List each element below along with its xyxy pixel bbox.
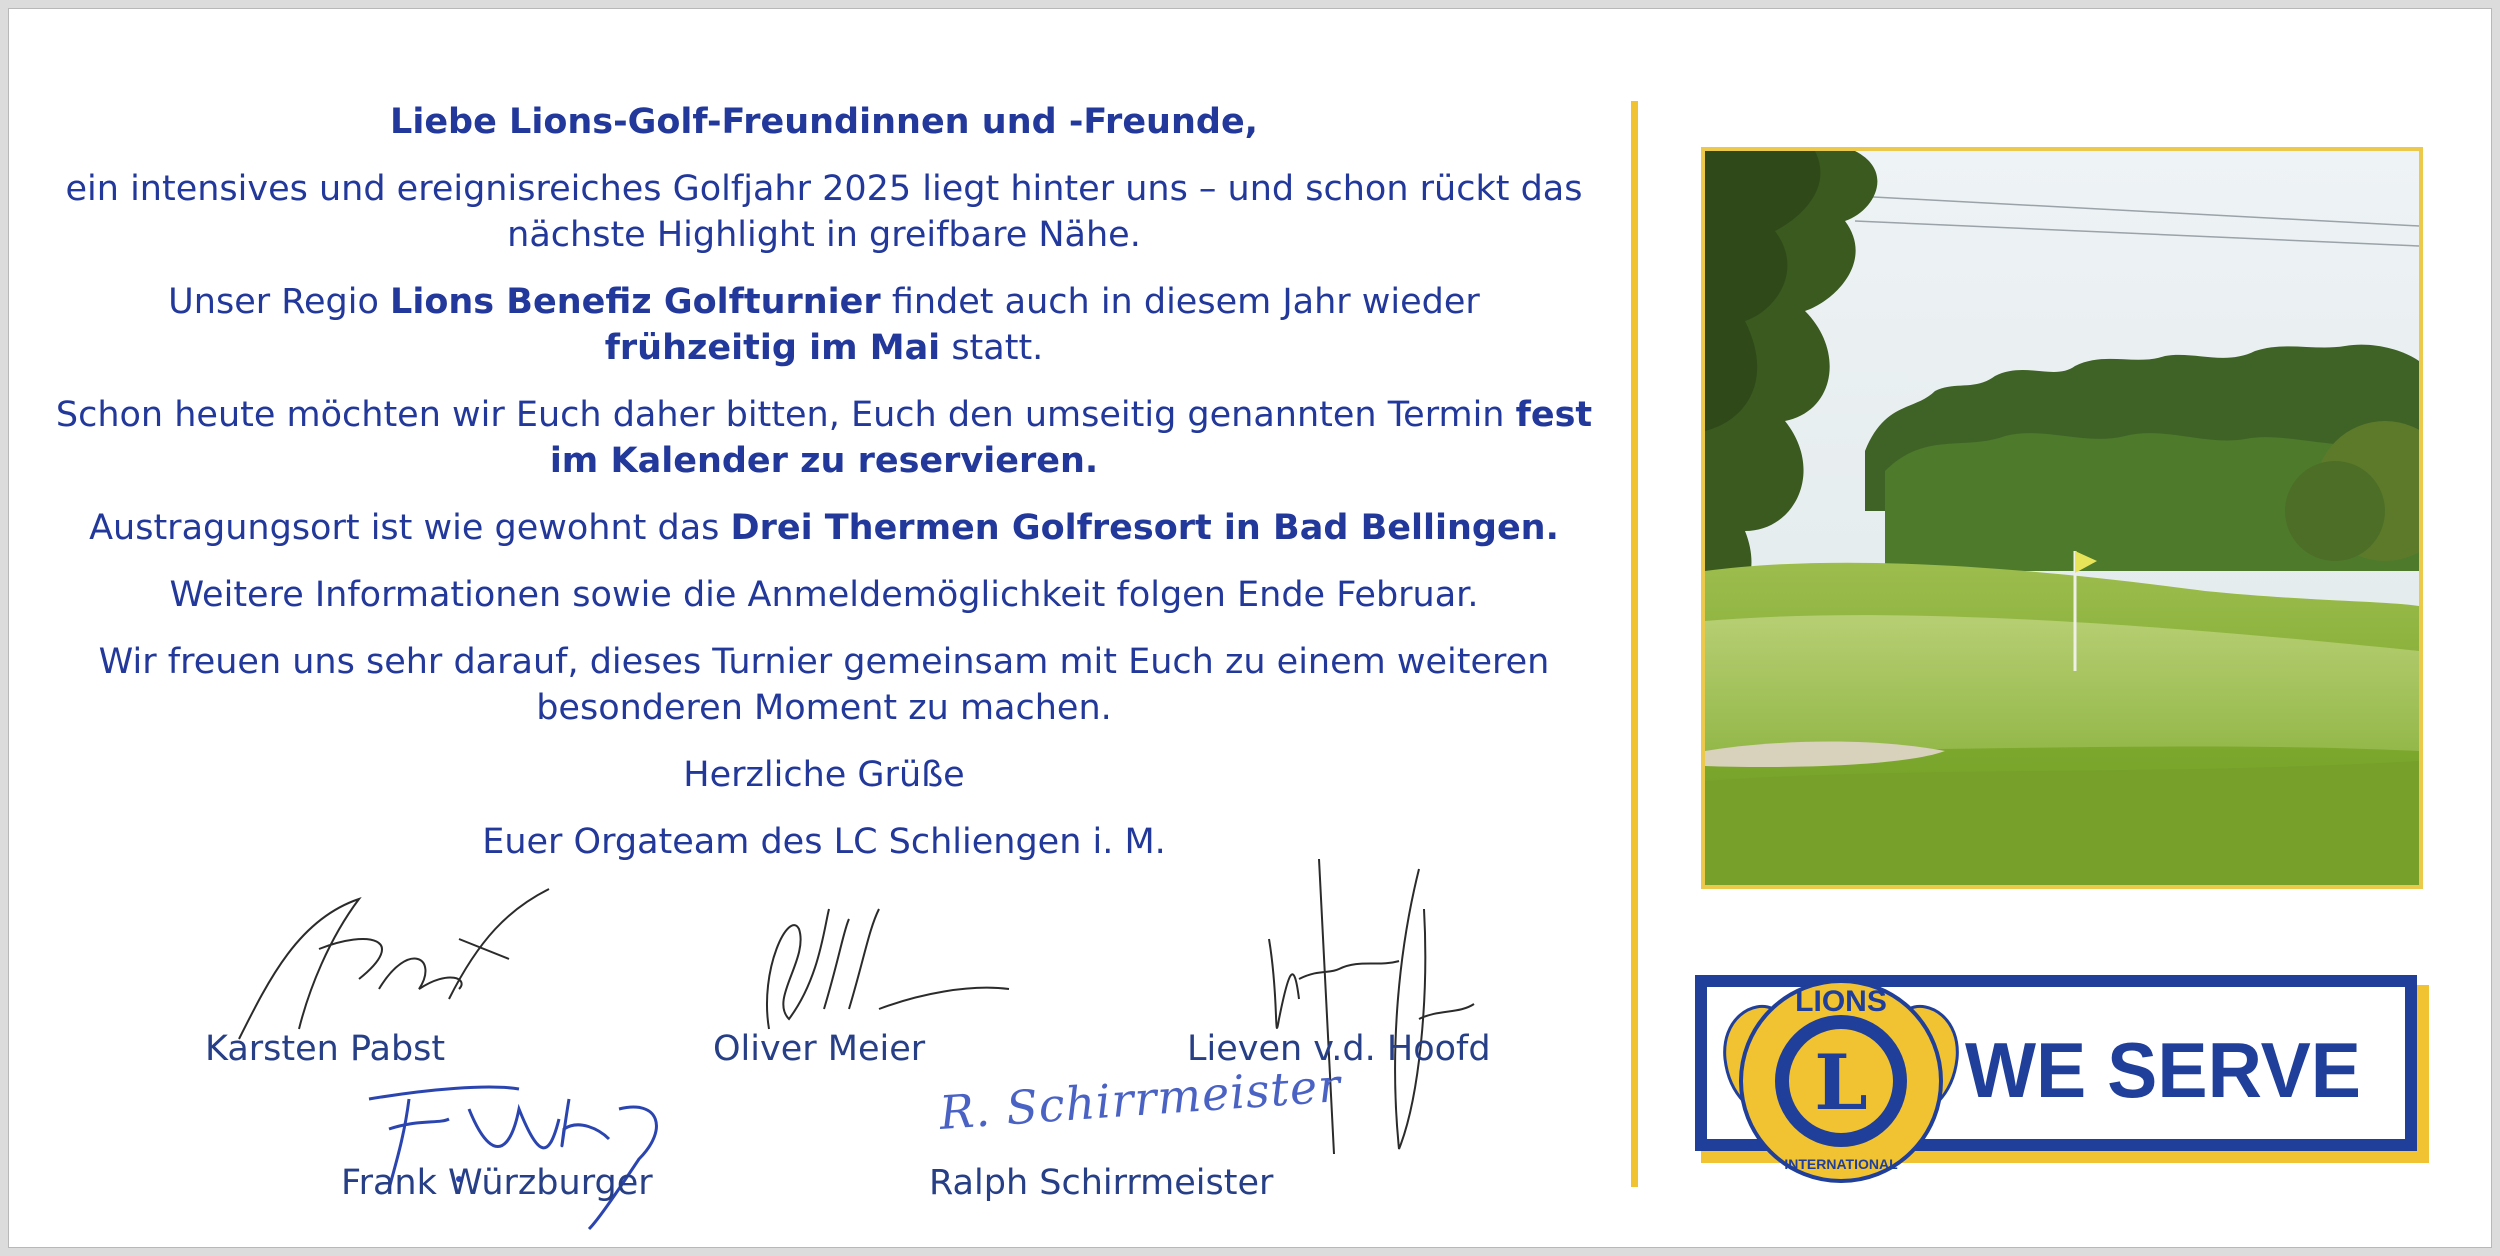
paragraph-reserve: Schon heute möchten wir Euch daher bitten, Euch den umseitig genannten Termin fest im Kalender zu reservieren. [55, 395, 1593, 481]
signature-pabst [209, 879, 569, 1049]
golf-course-photo [1701, 147, 2423, 889]
name-karsten-pabst: Karsten Pabst [205, 1029, 446, 1069]
closing: Herzliche Grüße [683, 755, 965, 795]
invitation-card [8, 8, 2492, 1248]
paragraph-intro: ein intensives und ereignisreiches Golfjahr 2025 liegt hinter uns – und schon rückt das nächste Highlight in greifbare Nähe. [65, 169, 1583, 255]
name-frank-wuerzburger: Frank Würzburger [341, 1163, 653, 1203]
emblem-letter: L [1814, 1038, 1868, 1127]
paragraph-info: Weitere Informationen sowie die Anmeldemöglichkeit folgen Ende Februar. [169, 575, 1479, 615]
paragraph-venue: Austragungsort ist wie gewohnt das Drei Thermen Golfresort in Bad Bellingen. [89, 508, 1559, 548]
paragraph-joy: Wir freuen uns sehr darauf, dieses Turnier gemeinsam mit Euch zu einem weiteren besonderen Moment zu machen. [98, 642, 1550, 728]
team-signoff: Euer Orgateam des LC Schliengen i. M. [482, 822, 1166, 862]
signature-meier [729, 889, 1029, 1039]
emblem-bottom-text: INTERNATIONAL [1784, 1156, 1898, 1172]
name-ralph-schirrmeister: Ralph Schirrmeister [929, 1163, 1274, 1203]
paragraph-tournament: Unser Regio Lions Benefiz Golfturnier findet auch in diesem Jahr wieder frühzeitig im Mai statt. [168, 282, 1480, 368]
signature-hoofd [1249, 849, 1489, 1169]
name-lieven-hoofd: Lieven v.d. Hoofd [1187, 1029, 1491, 1069]
signature-handwritten-schirrmeister: R. Schirrmeister [937, 1058, 1343, 1140]
greeting: Liebe Lions-Golf-Freundinnen und -Freunde, [390, 102, 1258, 142]
signature-wuerzburger [349, 1069, 699, 1239]
name-oliver-meier: Oliver Meier [713, 1029, 926, 1069]
golf-course-illustration [1705, 151, 2419, 885]
gold-divider [1631, 101, 1638, 1187]
lions-we-serve-logo [1693, 969, 2435, 1199]
letter-text [49, 99, 1599, 886]
emblem-top-text: LIONS [1795, 985, 1887, 1018]
slogan-text: WE SERVE [1965, 1026, 2361, 1114]
